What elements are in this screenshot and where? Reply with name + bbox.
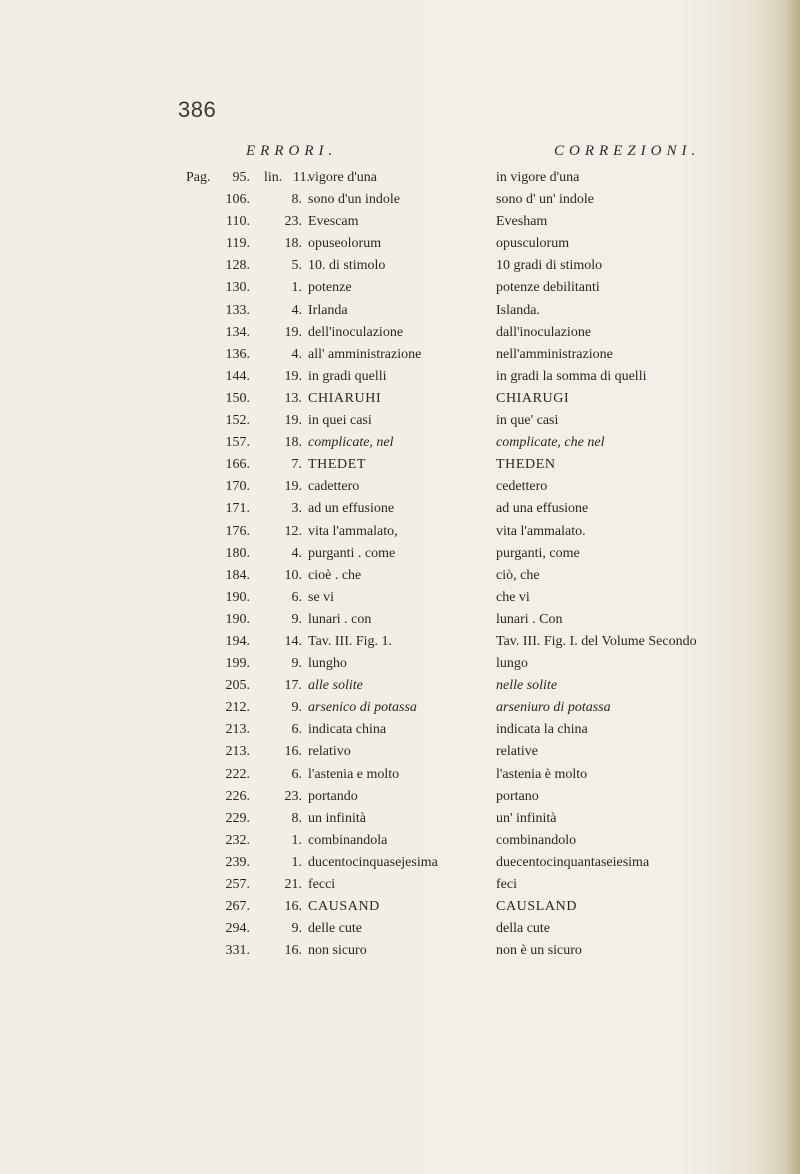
error-text: potenze bbox=[308, 280, 352, 296]
errata-row bbox=[0, 189, 800, 211]
error-text: in gradi quelli bbox=[308, 368, 387, 384]
correction-text: CAUSLAND bbox=[496, 899, 578, 915]
errata-row bbox=[0, 255, 800, 277]
error-text: Irlanda bbox=[308, 302, 348, 318]
correction-text: opusculorum bbox=[496, 236, 570, 252]
line-ref: 12. bbox=[284, 523, 302, 539]
correction-text: dall'inoculazione bbox=[496, 324, 592, 340]
errata-row bbox=[0, 167, 800, 189]
error-text: cadettero bbox=[308, 479, 360, 495]
error-text: Tav. III. Fig. 1. bbox=[308, 633, 393, 649]
errata-row bbox=[0, 388, 800, 410]
line-ref: 9. bbox=[291, 611, 302, 627]
line-ref: 10. bbox=[284, 567, 302, 583]
correction-text: portano bbox=[496, 788, 539, 804]
errata-row bbox=[0, 211, 800, 233]
line-ref: 9. bbox=[291, 700, 302, 716]
correction-text: nelle solite bbox=[496, 678, 558, 694]
line-ref: 8. bbox=[291, 810, 302, 826]
errata-row bbox=[0, 322, 800, 344]
error-text: cioè . che bbox=[308, 567, 362, 583]
correction-text: della cute bbox=[496, 921, 551, 937]
errata-row bbox=[0, 366, 800, 388]
error-text: purganti . come bbox=[308, 545, 396, 561]
error-text: CHIARUHI bbox=[308, 390, 382, 406]
page-ref: 294. bbox=[225, 921, 250, 937]
errata-row bbox=[0, 741, 800, 763]
page-ref: 213. bbox=[225, 722, 250, 738]
error-text: alle solite bbox=[308, 678, 363, 694]
page-ref: 166. bbox=[225, 457, 250, 473]
line-ref: 1. bbox=[291, 854, 302, 870]
error-text: sono d'un indole bbox=[308, 192, 400, 208]
errata-row bbox=[0, 521, 800, 543]
correction-text: ciò, che bbox=[496, 567, 540, 583]
errata-row bbox=[0, 454, 800, 476]
errata-row bbox=[0, 631, 800, 653]
error-text: CAUSAND bbox=[308, 899, 380, 915]
correction-text: un' infinità bbox=[496, 810, 557, 826]
line-ref: 14. bbox=[284, 633, 302, 649]
correction-text: ad una effusione bbox=[496, 501, 589, 517]
page-ref: 95. bbox=[232, 170, 250, 185]
error-text: lunari . con bbox=[308, 611, 372, 627]
correction-text: Evesham bbox=[496, 214, 548, 230]
page-ref: 194. bbox=[225, 633, 250, 649]
errata-row bbox=[0, 498, 800, 520]
errata-row bbox=[0, 874, 800, 896]
page-ref: 331. bbox=[225, 943, 250, 959]
error-text: THEDET bbox=[308, 457, 367, 473]
page-ref: 170. bbox=[225, 479, 250, 495]
error-text: opuseolorum bbox=[308, 236, 382, 252]
correction-text: complicate, che nel bbox=[496, 435, 605, 451]
error-text: lungho bbox=[308, 656, 347, 672]
page-ref: 144. bbox=[225, 368, 250, 384]
line-ref: 16. bbox=[284, 899, 302, 915]
errata-row bbox=[0, 410, 800, 432]
error-text: combinandola bbox=[308, 832, 388, 848]
errata-row bbox=[0, 587, 800, 609]
line-ref: 19. bbox=[284, 368, 302, 384]
error-text: 10. di stimolo bbox=[308, 258, 386, 274]
correction-text: in vigore d'una bbox=[496, 170, 580, 185]
errata-row bbox=[0, 830, 800, 852]
page-ref: 222. bbox=[225, 766, 250, 782]
line-ref: 21. bbox=[284, 877, 302, 892]
error-text: relativo bbox=[308, 744, 351, 760]
error-text: vigore d'una bbox=[308, 170, 378, 185]
errata-row bbox=[0, 300, 800, 322]
errata-row bbox=[0, 918, 800, 940]
line-ref: 1. bbox=[291, 280, 302, 296]
errata-row bbox=[0, 719, 800, 741]
line-ref: 19. bbox=[284, 324, 302, 340]
page-ref: 176. bbox=[225, 523, 250, 539]
correction-text: che vi bbox=[496, 589, 530, 605]
lin-label: lin. bbox=[264, 170, 283, 185]
correction-text: combinandolo bbox=[496, 832, 577, 848]
page-ref: 205. bbox=[225, 678, 250, 694]
correction-text: nell'amministrazione bbox=[496, 346, 613, 362]
correction-text: 10 gradi di stimolo bbox=[496, 258, 603, 274]
page-ref: 150. bbox=[225, 390, 250, 406]
error-text: ducentocinquasejesima bbox=[308, 854, 438, 870]
errata-row bbox=[0, 896, 800, 918]
correction-text: feci bbox=[496, 877, 517, 892]
error-text: complicate, nel bbox=[308, 435, 394, 451]
errata-row bbox=[0, 653, 800, 675]
page-ref: 257. bbox=[225, 877, 250, 892]
correction-text: indicata la china bbox=[496, 722, 588, 738]
correction-text: Tav. III. Fig. I. del Volume Secondo bbox=[496, 633, 697, 649]
page-ref: 232. bbox=[225, 832, 250, 848]
line-ref: 23. bbox=[284, 788, 302, 804]
error-text: fecci bbox=[308, 877, 336, 892]
errata-row bbox=[0, 609, 800, 631]
error-text: arsenico di potassa bbox=[308, 700, 417, 716]
error-text: indicata china bbox=[308, 722, 387, 738]
line-ref: 6. bbox=[291, 589, 302, 605]
error-text: un infinità bbox=[308, 810, 366, 826]
line-ref: 19. bbox=[284, 413, 302, 429]
correzioni-heading: CORREZIONI. bbox=[554, 143, 701, 159]
page-ref: 199. bbox=[225, 656, 250, 672]
line-ref: 18. bbox=[284, 236, 302, 252]
line-ref: 8. bbox=[291, 192, 302, 208]
error-text: l'astenia e molto bbox=[308, 766, 400, 782]
correction-text: arseniuro di potassa bbox=[496, 700, 611, 716]
page-ref: 190. bbox=[225, 589, 250, 605]
correction-text: duecentocinquantaseiesima bbox=[496, 854, 650, 870]
errata-row bbox=[0, 808, 800, 830]
correction-text: cedettero bbox=[496, 479, 548, 495]
error-text: all' amministrazione bbox=[308, 346, 422, 362]
errata-row bbox=[0, 852, 800, 874]
correction-text: potenze debilitanti bbox=[496, 280, 600, 296]
errata-row bbox=[0, 432, 800, 454]
correction-text: vita l'ammalato. bbox=[496, 523, 586, 539]
error-text: dell'inoculazione bbox=[308, 324, 404, 340]
line-ref: 3. bbox=[291, 501, 302, 517]
errata-row bbox=[0, 344, 800, 366]
page-ref: 190. bbox=[225, 611, 250, 627]
error-text: delle cute bbox=[308, 921, 363, 937]
page-number: 386 bbox=[178, 97, 217, 122]
line-ref: 13. bbox=[284, 390, 302, 406]
correction-text: lungo bbox=[496, 656, 528, 672]
error-text: ad un effusione bbox=[308, 501, 395, 517]
error-text: non sicuro bbox=[308, 943, 367, 959]
page-ref: 226. bbox=[225, 788, 250, 804]
errata-row bbox=[0, 565, 800, 587]
page-ref: 152. bbox=[225, 413, 250, 429]
page-ref: 119. bbox=[226, 236, 250, 252]
errata-row bbox=[0, 476, 800, 498]
page-ref: 130. bbox=[225, 280, 250, 296]
error-text: portando bbox=[308, 788, 358, 804]
errata-row bbox=[0, 675, 800, 697]
correction-text: THEDEN bbox=[496, 457, 556, 473]
errata-row bbox=[0, 764, 800, 786]
error-text: se vi bbox=[308, 589, 335, 605]
line-ref: 17. bbox=[284, 678, 302, 694]
page-ref: 239. bbox=[225, 854, 250, 870]
page-ref: 157. bbox=[225, 435, 250, 451]
line-ref: 7. bbox=[291, 457, 302, 473]
errata-table bbox=[0, 167, 800, 962]
error-text: in quei casi bbox=[308, 413, 372, 429]
pag-label: Pag. bbox=[186, 170, 211, 185]
line-ref: 6. bbox=[291, 766, 302, 782]
line-ref: 4. bbox=[291, 302, 302, 318]
correction-text: in gradi la somma di quelli bbox=[496, 368, 647, 384]
page-ref: 267. bbox=[225, 899, 250, 915]
correction-text: relative bbox=[496, 744, 538, 760]
errata-row bbox=[0, 277, 800, 299]
page-ref: 184. bbox=[225, 567, 250, 583]
line-ref: 11. bbox=[293, 170, 310, 185]
page-ref: 133. bbox=[225, 302, 250, 318]
page-ref: 106. bbox=[225, 192, 250, 208]
errata-row bbox=[0, 233, 800, 255]
errata-row bbox=[0, 697, 800, 719]
line-ref: 6. bbox=[291, 722, 302, 738]
line-ref: 19. bbox=[284, 479, 302, 495]
errori-heading: ERRORI. bbox=[246, 143, 338, 159]
line-ref: 18. bbox=[284, 435, 302, 451]
correction-text: in que' casi bbox=[496, 413, 559, 429]
line-ref: 4. bbox=[291, 545, 302, 561]
error-text: vita l'ammalato, bbox=[308, 523, 398, 539]
page-ref: 136. bbox=[225, 346, 250, 362]
page-ref: 213. bbox=[225, 744, 250, 760]
correction-text: lunari . Con bbox=[496, 611, 563, 627]
line-ref: 16. bbox=[284, 744, 302, 760]
page-ref: 229. bbox=[225, 810, 250, 826]
correction-text: l'astenia è molto bbox=[496, 766, 588, 782]
line-ref: 16. bbox=[284, 943, 302, 959]
line-ref: 9. bbox=[291, 656, 302, 672]
page-ref: 134. bbox=[225, 324, 250, 340]
line-ref: 5. bbox=[291, 258, 302, 274]
page-ref: 180. bbox=[225, 545, 250, 561]
page-ref: 212. bbox=[225, 700, 250, 716]
errata-row bbox=[0, 543, 800, 565]
page-ref: 171. bbox=[225, 501, 250, 517]
errata-row bbox=[0, 940, 800, 962]
correction-text: Islanda. bbox=[496, 302, 540, 318]
error-text: Evescam bbox=[308, 214, 359, 230]
correction-text: CHIARUGI bbox=[496, 390, 570, 406]
correction-text: sono d' un' indole bbox=[496, 192, 594, 208]
correction-text: non è un sicuro bbox=[496, 943, 582, 959]
errata-row bbox=[0, 786, 800, 808]
line-ref: 9. bbox=[291, 921, 302, 937]
line-ref: 4. bbox=[291, 346, 302, 362]
line-ref: 23. bbox=[284, 214, 302, 230]
correction-text: purganti, come bbox=[496, 545, 580, 561]
page-ref: 128. bbox=[225, 258, 250, 274]
page-ref: 110. bbox=[226, 214, 250, 230]
line-ref: 1. bbox=[291, 832, 302, 848]
